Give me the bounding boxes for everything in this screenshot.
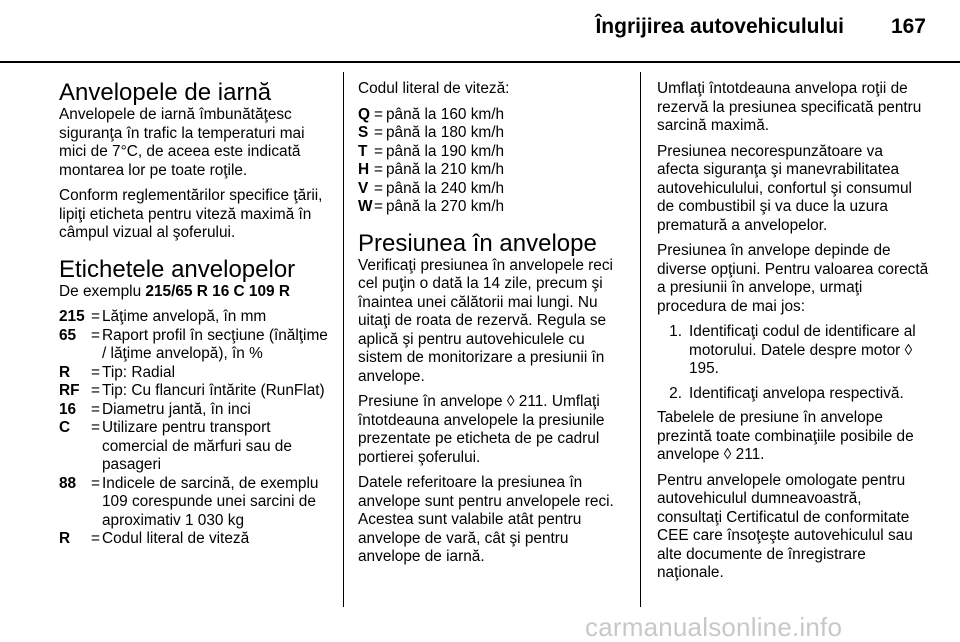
speed-key: H — [358, 161, 370, 178]
example-code: 215/65 R 16 C 109 R — [145, 282, 291, 300]
section-heading-winter-tires: Anvelopele de iarnă — [59, 79, 272, 106]
speed-code-intro: Codul literal de viteză: — [358, 80, 510, 97]
speed-value: până la 270 km/h — [386, 198, 505, 215]
equals-sign: = — [374, 142, 383, 160]
column-2 — [358, 80, 628, 574]
code-description: Lăţime anvelopă, în mm — [102, 308, 267, 325]
example-prefix: De exemplu — [59, 282, 146, 300]
equals-sign: = — [91, 363, 100, 381]
speed-key: V — [358, 179, 369, 197]
speed-value: până la 210 km/h — [386, 161, 505, 178]
paragraph: Datele referitoare la presiunea în anvelope sunt pentru anvelopele reci. Acestea sunt valabile atât pentru anvelope de vară, cât şi pentru anvelope de iarnă. — [358, 474, 614, 565]
equals-sign: = — [91, 326, 100, 344]
equals-sign: = — [374, 124, 383, 141]
speed-value: până la 240 km/h — [386, 179, 505, 197]
paragraph: Conform reglementărilor specifice ţării, lipiţi eticheta pentru viteză maximă în câmpul vizual al şoferului. — [59, 187, 323, 241]
equals-sign: = — [91, 400, 100, 418]
paragraph: Verificaţi presiunea în anvelopele reci cel puţin o dată la 14 zile, precum şi înaintea unei călătorii mai lungi. Nu uitaţi de roata de rezervă. Regula se aplică şi pentru autovehiculele cu sistem de monitorizare a presiunii în anvelope. — [358, 256, 613, 385]
definition-row — [358, 124, 628, 143]
definition-row — [358, 161, 628, 180]
code-description: Codul literal de viteză — [102, 530, 250, 547]
paragraph: Presiunea necorespunzătoare va afecta siguranţa şi manevrabilitatea autovehiculului, confortul şi consumul de combustibil şi va duce la uzura prematură a anvelopelor. — [657, 142, 912, 234]
section-heading-tire-labels: Etichetele anvelopelor — [59, 255, 296, 283]
speed-value: până la 160 km/h — [386, 105, 505, 123]
code-description: Tip: Radial — [102, 363, 175, 381]
definition-row — [59, 327, 331, 364]
speed-value: până la 180 km/h — [386, 124, 505, 141]
definition-row — [358, 143, 628, 162]
paragraph: Umflaţi întotdeauna anvelopa roţii de rezervă la presiunea specificată pentru sarcină maximă. — [657, 80, 922, 134]
speed-key: T — [358, 142, 368, 160]
speed-key: S — [358, 124, 369, 141]
definition-row — [59, 419, 331, 475]
code-key: R — [59, 530, 71, 547]
code-key: C — [59, 419, 71, 436]
definition-row — [59, 475, 331, 531]
code-description: Diametru jantă, în inci — [102, 400, 251, 418]
tire-code-list — [59, 308, 331, 549]
definition-row — [59, 401, 331, 420]
code-key: R — [59, 363, 71, 381]
equals-sign: = — [91, 382, 100, 399]
code-key: 65 — [59, 326, 77, 344]
code-description: Indicele de sarcină, de exemplu 109 corespunde unei sarcini de aproximativ 1 030 kg — [102, 474, 319, 529]
definition-row — [59, 364, 331, 383]
column-divider-1 — [343, 72, 344, 607]
code-description: Utilizare pentru transport comercial de mărfuri sau de pasageri — [102, 419, 292, 473]
definition-row — [59, 530, 331, 549]
equals-sign: = — [91, 308, 100, 325]
watermark: carmanualsonline.info — [585, 612, 843, 642]
speed-key: Q — [358, 105, 370, 123]
code-key: 88 — [59, 474, 77, 492]
speed-code-list — [358, 106, 628, 217]
code-description: Tip: Cu flancuri întărite (RunFlat) — [102, 382, 325, 399]
paragraph: Pentru anvelopele omologate pentru autovehiculul dumneavoastră, consultaţi Certificatul de conformitate CEE care însoţeşte autovehiculul sau alte documente de înregistrare naţionale. — [657, 471, 913, 581]
code-description: Raport profil în secţiune (înălţime / lăţime anvelopă), în % — [102, 326, 328, 362]
code-key: RF — [59, 382, 80, 399]
equals-sign: = — [374, 179, 383, 197]
equals-sign: = — [374, 105, 383, 123]
procedure-list — [657, 323, 929, 403]
column-divider-2 — [640, 72, 641, 607]
step-text: Identificaţi anvelopa respectivă. — [689, 384, 904, 402]
running-title: Îngrijirea autovehiculului — [595, 15, 844, 38]
list-item — [657, 385, 929, 404]
equals-sign: = — [91, 474, 100, 492]
equals-sign: = — [374, 198, 383, 215]
code-key: 215 — [59, 308, 85, 325]
speed-key: W — [358, 198, 373, 215]
example-line — [59, 283, 331, 302]
list-item — [657, 323, 929, 379]
definition-row — [358, 198, 628, 217]
definition-row — [59, 382, 331, 401]
paragraph: Presiunea în anvelope depinde de diverse opţiuni. Pentru valoarea corectă a presiunii în anvelope, urmaţi procedura de mai jos: — [657, 242, 929, 315]
definition-row — [358, 180, 628, 199]
paragraph: Anvelopele de iarnă îmbunătăţesc siguranţa în trafic la temperaturi mai mici de 7°C, de aceea este indicată montarea lor pe toate roţile. — [59, 106, 305, 179]
equals-sign: = — [91, 419, 100, 436]
step-number: 2. — [669, 384, 682, 402]
step-number: 1. — [669, 323, 682, 340]
definition-row — [59, 308, 331, 327]
definition-row — [358, 106, 628, 125]
paragraph: Presiune în anvelope ◊ 211. Umflaţi întotdeauna anvelopele la presiunile prezentate pe eticheta de pe cadrul portierei şoferului. — [358, 393, 605, 466]
page-number: 167 — [890, 15, 926, 38]
step-text: Identificaţi codul de identificare al motorului. Datele despre motor ◊ 195. — [689, 323, 916, 377]
column-3 — [657, 80, 929, 590]
header-divider — [0, 61, 960, 63]
column-1 — [59, 80, 331, 556]
equals-sign: = — [91, 530, 100, 547]
section-heading-tire-pressure: Presiunea în anvelope — [358, 229, 597, 257]
equals-sign: = — [374, 161, 383, 178]
code-key: 16 — [59, 400, 77, 418]
speed-value: până la 190 km/h — [386, 142, 505, 160]
paragraph: Tabelele de presiune în anvelope prezintă toate combinaţiile posibile de anvelope ◊ 211. — [657, 409, 914, 463]
